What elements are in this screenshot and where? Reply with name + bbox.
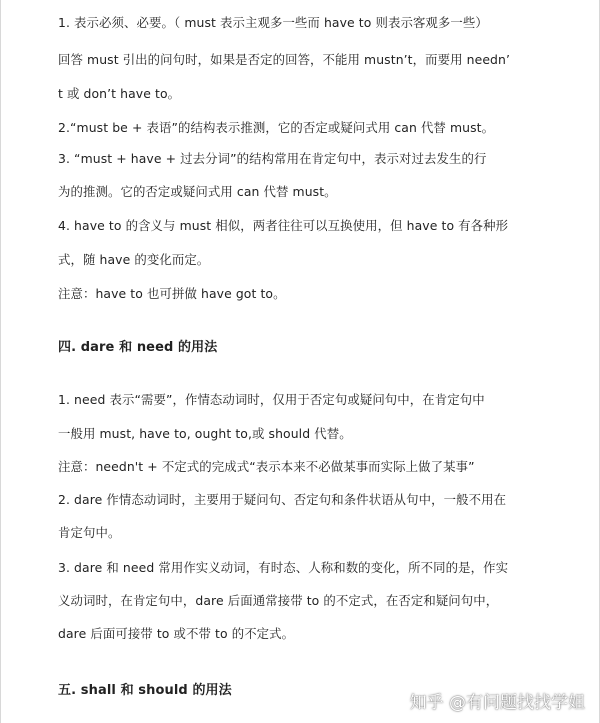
text-line: 一般用 must, have to, ought to,或 should 代替。 <box>58 426 352 441</box>
text-line: 2. dare 作情态动词时，主要用于疑问句、否定句和条件状语从句中，一般不用在 <box>58 492 507 507</box>
text-line: 注意：needn't + 不定式的完成式“表示本来不必做某事而实际上做了某事” <box>58 459 475 474</box>
text-line: 肯定句中。 <box>58 525 121 540</box>
text-line: 4. have to 的含义与 must 相似，两者往往可以互换使用，但 have to 有各种形 <box>58 218 509 233</box>
text-line: 义动词时，在肯定句中，dare 后面通常接带 to 的不定式，在否定和疑问句中， <box>58 593 499 608</box>
section-heading-dare-need: 四. dare 和 need 的用法 <box>58 340 218 355</box>
text-line: 为的推测。它的否定或疑问式用 can 代替 must。 <box>58 184 337 199</box>
text-line: t 或 don’t have to。 <box>58 86 181 101</box>
text-line: 注意：have to 也可拼做 have got to。 <box>58 286 286 301</box>
text-line: 式，随 have 的变化而定。 <box>58 252 210 267</box>
text-line: 3. dare 和 need 常用作实义动词，有时态、人称和数的变化，所不同的是，作实 <box>58 560 509 575</box>
text-line: 1. 表示必须、必要。（ must 表示主观多一些而 have to 则表示客观多一些） <box>58 15 488 30</box>
text-line: 回答 must 引出的问句时，如果是否定的回答，不能用 mustn’t，而要用 needn’ <box>58 52 510 67</box>
section-heading-shall-should: 五. shall 和 should 的用法 <box>58 683 232 698</box>
zhihu-watermark: 知乎 @有问题找找学姐 <box>409 693 585 713</box>
text-line: dare 后面可接带 to 或不带 to 的不定式。 <box>58 626 295 641</box>
text-line: 3. “must + have + 过去分词”的结构常用在肯定句中，表示对过去发生的行 <box>58 151 487 166</box>
text-line: 2.“must be + 表语”的结构表示推测，它的否定或疑问式用 can 代替 must。 <box>58 120 495 135</box>
text-line: 1. need 表示“需要”，作情态动词时，仅用于否定句或疑问句中，在肯定句中 <box>58 392 485 407</box>
